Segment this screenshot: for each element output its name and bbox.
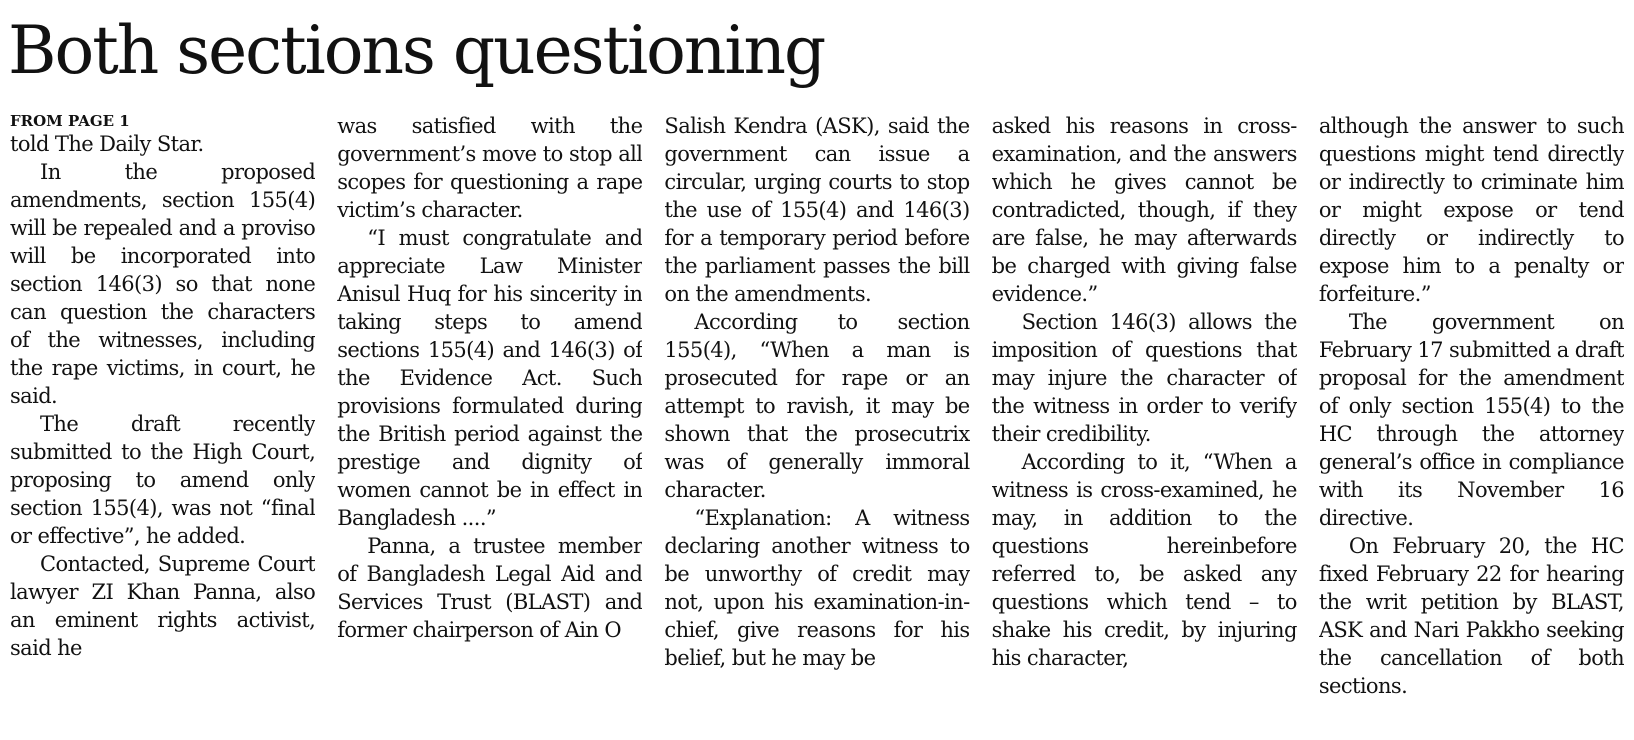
paragraph: asked his reasons in cross-examination, and the answers which he gives cannot be contradicted, though, if they are false, he may afterwards be charged with giving false evidence.” — [991, 114, 1297, 306]
paragraph: was satisfied with the government’s move to stop all scopes for questioning a rape victim’s character. — [337, 114, 643, 222]
paragraph: “I must congratulate and appreciate Law Minister Anisul Huq for his sincerity in taking steps to amend sections 155(4) and 146(3) of the Evidence Act. Such provisions formulated during the British period against the prestige and dignity of women cannot be in effect in Bangladesh ....” — [337, 226, 643, 530]
article-column-5 — [1319, 112, 1624, 732]
article-column-2 — [337, 112, 642, 732]
paragraph: Section 146(3) allows the imposition of questions that may injure the character of the witness in order to verify their credibility. — [991, 310, 1297, 446]
paragraph: Contacted, Supreme Court lawyer ZI Khan Panna, also an eminent rights activist, said he — [10, 552, 316, 660]
article-column-1 — [10, 112, 315, 732]
article-body — [10, 112, 1624, 732]
paragraph: The draft recently submitted to the High Court, proposing to amend only section 155(4), was not “final or effective”, he added. — [10, 412, 316, 548]
article-column-3 — [664, 112, 969, 732]
paragraph: “Explanation: A witness declaring another witness to be unworthy of credit may not, upon his examination-in-chief, give reasons for his belief, but he may be — [664, 506, 970, 670]
continuation-kicker: FROM PAGE 1 — [10, 112, 130, 130]
paragraph: Panna, a trustee member of Bangladesh Legal Aid and Services Trust (BLAST) and former chairperson of Ain O — [337, 534, 643, 642]
paragraph: although the answer to such questions might tend directly or indirectly to criminate him or might expose or tend directly or indirectly to expose him to a penalty or forfeiture.” — [1318, 114, 1625, 306]
paragraph: In the proposed amendments, section 155(4) will be repealed and a proviso will be incorporated into section 146(3) so that none can question the characters of the witnesses, including the rape victims, in court, he said. — [10, 160, 316, 408]
article-column-4 — [992, 112, 1297, 732]
paragraph: The government on February 17 submitted a draft proposal for the amendment of only section 155(4) to the HC through the attorney general’s office in compliance with its November 16 directive. — [1318, 310, 1625, 530]
paragraph: On February 20, the HC fixed February 22 for hearing the writ petition by BLAST, ASK and Nari Pakkho seeking the cancellation of both sections. — [1318, 534, 1625, 698]
paragraph: According to section 155(4), “When a man is prosecuted for rape or an attempt to ravish, it may be shown that the prosecutrix was of generally immoral character. — [664, 310, 970, 502]
headline: Both sections questioning — [8, 12, 825, 89]
paragraph: According to it, “When a witness is cross-examined, he may, in addition to the questions hereinbefore referred to, be asked any questions which tend – to shake his credit, by injuring his character, — [991, 450, 1297, 670]
paragraph: told The Daily Star. — [10, 132, 204, 156]
paragraph: Salish Kendra (ASK), said the government can issue a circular, urging courts to stop the use of 155(4) and 146(3) for a temporary period before the parliament passes the bill on the amendments. — [664, 114, 970, 306]
